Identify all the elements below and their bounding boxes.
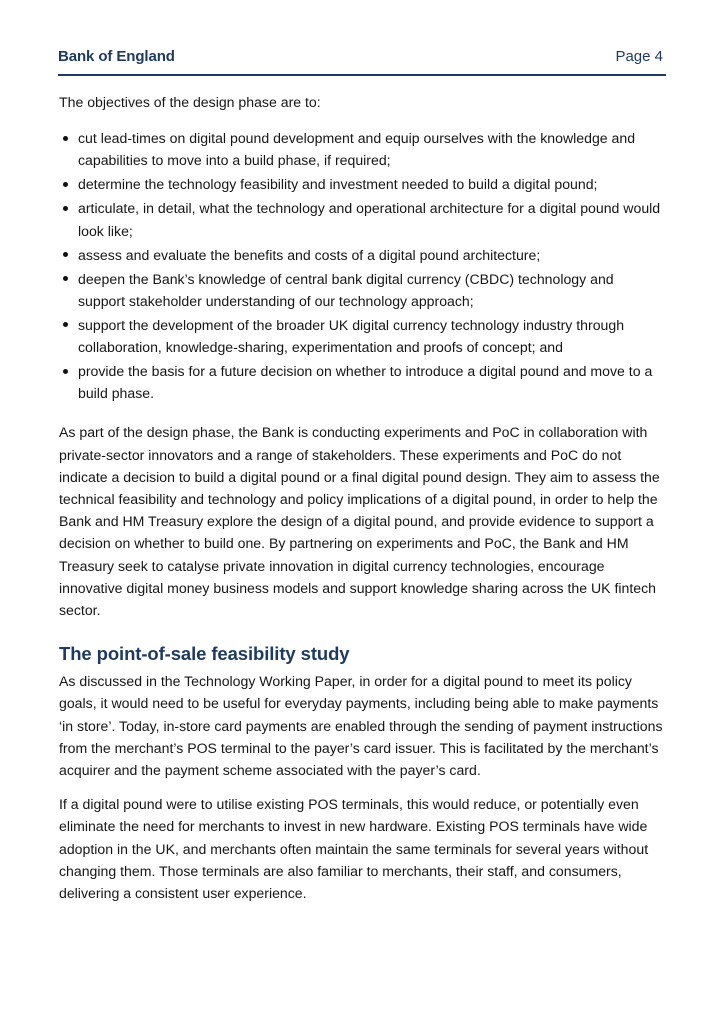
pos-terminals-paragraph: If a digital pound were to utilise existing POS terminals, this would reduce, or potentially even eliminate the need for merchants to invest in new hardware. Existing POS terminals have wide adoption in the UK, and merchants often maintain the same terminals for several years without changing them. Those terminals are also familiar to merchants, their staff, and consumers, delivering a consistent user experience. [59, 796, 649, 902]
page-number: Page 4 [615, 48, 663, 65]
design-phase-paragraph: As part of the design phase, the Bank is conducting experiments and PoC in collaboration with private-sector innovators and a range of stakeholders. These experiments and PoC do not indicate a decision to build a digital pound or a final digital pound design. They aim to assess the technical feasibility and technology and policy implications of a digital pound, in order to help the Bank and HM Treasury explore the design of a digital pound, and provide evidence to support a decision on whether to build one. By partnering on experiments and PoC, the Bank and HM Treasury seek to catalyse private innovation in digital currency technologies, encourage innovative digital money business models and support knowledge sharing across the UK fintech sector. [59, 424, 660, 619]
objective-item-5: deepen the Bank’s knowledge of central bank digital currency (CBDC) technology and support stakeholder understanding of our technology approach; [59, 268, 664, 312]
bank-of-england-brand: Bank of England [58, 48, 175, 65]
objective-item-6: support the development of the broader UK digital currency technology industry through collaboration, knowledge-sharing, experimentation and proofs of concept; and [59, 314, 664, 358]
objective-item-1: cut lead-times on digital pound development and equip ourselves with the knowledge and capabilities to move into a build phase, if required; [59, 127, 664, 171]
objectives-list [59, 127, 664, 404]
objective-item-3: articulate, in detail, what the technology and operational architecture for a digital pound would look like; [59, 197, 664, 241]
point-of-sale-paragraph: As discussed in the Technology Working Paper, in order for a digital pound to meet its policy goals, it would need to be useful for everyday payments, including being able to make payments ‘in store’. Today, in-store card payments are enabled through the sending of payment instructions from the merchant’s POS terminal to the payer’s card issuer. This is facilitated by the merchant’s acquirer and the payment scheme associated with the payer’s card. [59, 673, 663, 779]
objective-item-7: provide the basis for a future decision on whether to introduce a digital pound and move to a build phase. [59, 360, 664, 404]
document-body [59, 91, 664, 904]
objective-item-2: determine the technology feasibility and investment needed to build a digital pound; [59, 173, 664, 195]
objective-item-4: assess and evaluate the benefits and costs of a digital pound architecture; [59, 244, 664, 266]
section-heading: The point-of-sale feasibility study [59, 643, 350, 665]
page-header [58, 46, 666, 76]
objectives-intro: The objectives of the design phase are to: [59, 94, 321, 110]
